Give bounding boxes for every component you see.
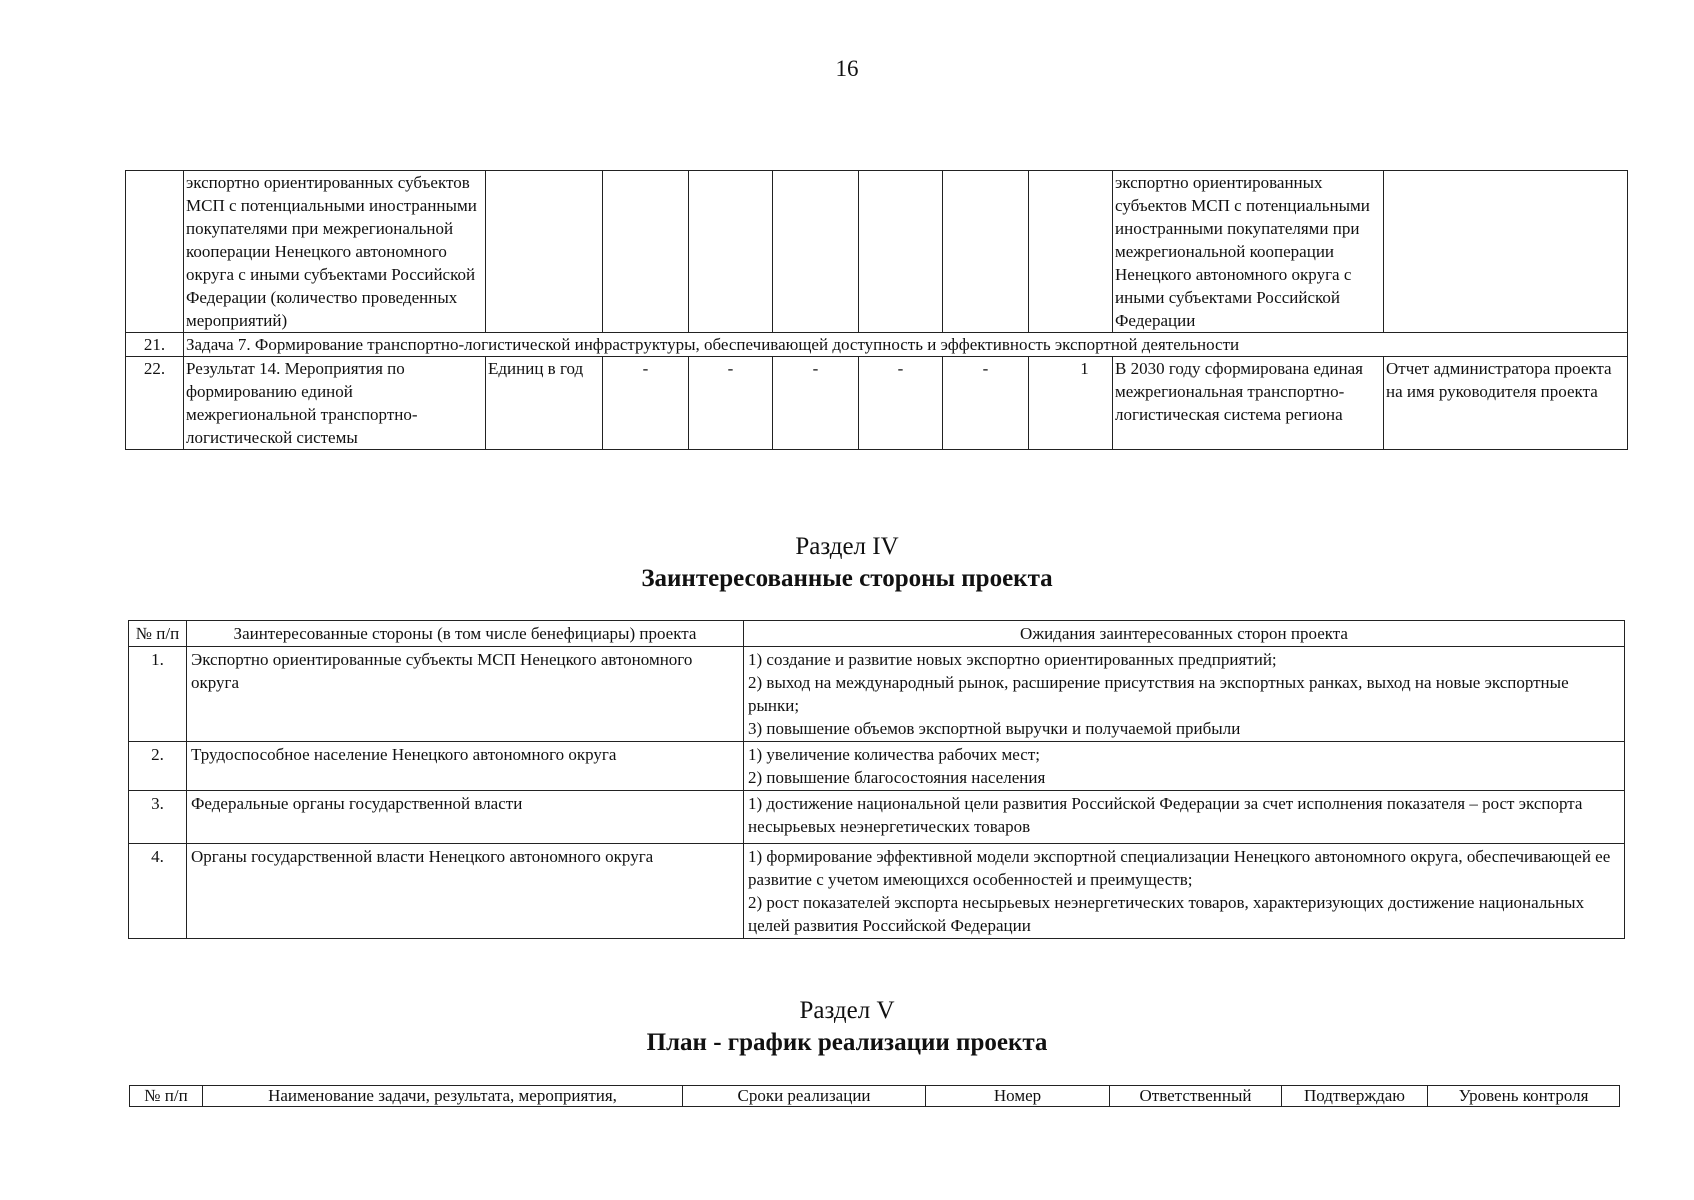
result-name: Результат 14. Мероприятия по формированию единой межрегиональной транспортно-логистической системы xyxy=(184,357,486,450)
result-text: экспортно ориентированных субъектов МСП с потенциальными иностранными покупателями при межрегиональной кооперации Ненецкого автономного округа с иными субъектами Российской Федерации (количество проведенных мероприятий) xyxy=(184,171,486,333)
row-number: 21. xyxy=(126,333,184,357)
table-row xyxy=(126,357,1628,450)
section-title: План - график реализации проекта xyxy=(646,1029,1048,1056)
expectation-item: 1) создание и развитие новых экспортно ориентированных предприятий; xyxy=(748,650,1277,669)
table-header-row xyxy=(129,621,1625,647)
expectation-item: 1) формирование эффективной модели экспортной специализации Ненецкого автономного округа, обеспечивающей ее развитие с учетом имеющихся особенностей и преимуществ; xyxy=(748,847,1611,889)
column-header: Сроки реализации xyxy=(683,1086,926,1107)
expectations xyxy=(744,742,1625,791)
stakeholder: Федеральные органы государственной власти xyxy=(187,791,744,844)
task-text: Задача 7. Формирование транспортно-логистической инфраструктуры, обеспечивающей доступность и эффективность экспортной деятельности xyxy=(184,333,1628,357)
page-number: 16 xyxy=(835,56,859,81)
value-cell: - xyxy=(773,357,859,450)
table-row xyxy=(129,844,1625,939)
schedule-table xyxy=(129,1085,1620,1107)
expectation-item: 3) повышение объемов экспортной выручки и получаемой прибыли xyxy=(748,719,1241,738)
stakeholder: Экспортно ориентированные субъекты МСП Ненецкого автономного округа xyxy=(187,647,744,742)
value-cell: 1 xyxy=(1029,357,1113,450)
expectation-item: 2) рост показателей экспорта несырьевых неэнергетических товаров, характеризующих достижение национальных целей развития Российской Федерации xyxy=(748,893,1585,935)
stakeholders-table xyxy=(128,620,1625,939)
stakeholder: Органы государственной власти Ненецкого автономного округа xyxy=(187,844,744,939)
value-cell: - xyxy=(603,357,689,450)
result-source: Отчет администратора проекта на имя руководителя проекта xyxy=(1384,357,1628,450)
table-row xyxy=(126,333,1628,357)
expectations xyxy=(744,844,1625,939)
row-number: 2. xyxy=(129,742,187,791)
row-number: 4. xyxy=(129,844,187,939)
expectation-item: 2) выход на международный рынок, расширение присутствия на экспортных ранках, выход на новые экспортные рынки; xyxy=(748,673,1569,715)
result-description: В 2030 году сформирована единая межрегиональная транспортно-логистическая система региона xyxy=(1113,357,1384,450)
table-row xyxy=(129,742,1625,791)
column-header: № п/п xyxy=(130,1086,203,1107)
result-description: экспортно ориентированных субъектов МСП с потенциальными иностранными покупателями при межрегиональной кооперации Ненецкого автономного округа с иными субъектами Российской Федерации xyxy=(1113,171,1384,333)
column-header: Ответственный xyxy=(1110,1086,1282,1107)
expectation-item: 1) достижение национальной цели развития Российской Федерации за счет исполнения показателя – рост экспорта несырьевых неэнергетических товаров xyxy=(748,794,1583,836)
section-heading xyxy=(0,531,1694,595)
expectation-item: 2) повышение благосостояния населения xyxy=(748,768,1046,787)
results-table xyxy=(125,170,1628,450)
row-number: 1. xyxy=(129,647,187,742)
section-title: Заинтересованные стороны проекта xyxy=(641,565,1053,592)
expectations xyxy=(744,647,1625,742)
column-header: Заинтересованные стороны (в том числе бенефициары) проекта xyxy=(187,621,744,647)
unit: Единиц в год xyxy=(486,357,603,450)
column-header: Наименование задачи, результата, мероприятия, xyxy=(203,1086,683,1107)
row-number: 22. xyxy=(126,357,184,450)
table-header-row xyxy=(130,1086,1620,1107)
column-header: Подтверждаю xyxy=(1282,1086,1428,1107)
column-header: Уровень контроля xyxy=(1428,1086,1620,1107)
column-header: № п/п xyxy=(129,621,187,647)
expectations xyxy=(744,791,1625,844)
section-heading xyxy=(0,995,1694,1059)
table-row xyxy=(129,791,1625,844)
expectation-item: 1) увеличение количества рабочих мест; xyxy=(748,745,1040,764)
stakeholder: Трудоспособное население Ненецкого автономного округа xyxy=(187,742,744,791)
value-cell: - xyxy=(859,357,943,450)
column-header: Номер xyxy=(926,1086,1110,1107)
table-row xyxy=(126,171,1628,333)
value-cell: - xyxy=(943,357,1029,450)
column-header: Ожидания заинтересованных сторон проекта xyxy=(744,621,1625,647)
section-label: Раздел IV xyxy=(795,533,899,560)
section-label: Раздел V xyxy=(799,997,895,1024)
table-row xyxy=(129,647,1625,742)
value-cell: - xyxy=(689,357,773,450)
row-number: 3. xyxy=(129,791,187,844)
